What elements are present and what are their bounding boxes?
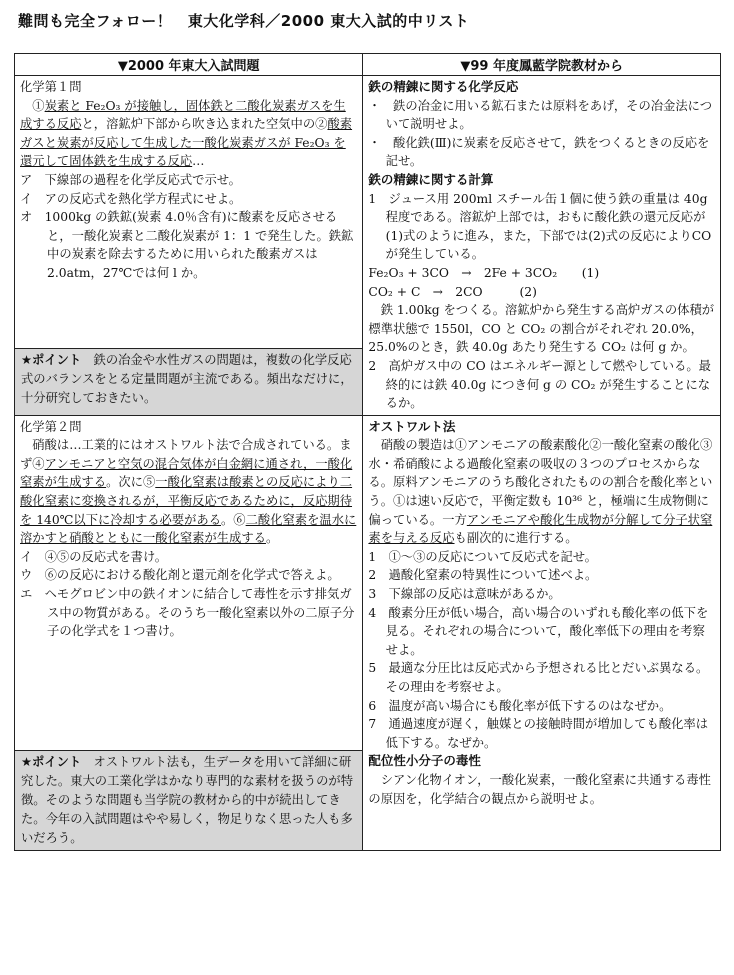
- q2-part-i: イ ④⑤の反応式を書け。: [20, 549, 168, 564]
- q1-text-2: …: [192, 154, 205, 169]
- q2-text-2: 。次に⑤: [106, 475, 156, 490]
- r2-heading-2: 配位性小分子の毒性: [368, 753, 481, 769]
- point-box-2: [15, 750, 363, 850]
- point-box-1: [15, 349, 363, 416]
- r1-bullet-2: ・ 酸化鉄(Ⅲ)に炭素を反応させて，鉄をつくるときの反応を記せ。: [368, 135, 710, 169]
- r2-item-7: 7 通過速度が遅く，触媒との接触時間が増加しても酸化率は低下する。なぜか。: [368, 717, 709, 750]
- r2-heading-1: オストワルト法: [368, 418, 456, 434]
- r2-item-5: 5 最適な分圧比は反応式から予想される比とだいぶ異なる。その理由を考察せよ。: [368, 661, 709, 694]
- q1-part-i: イ アの反応式を熱化学方程式にせよ。: [20, 191, 242, 206]
- r1-heading-2: 鉄の精錬に関する計算: [368, 171, 494, 187]
- r2-underline: アンモニアや酸化生成物が分解して分子状窒素を与える反応: [368, 512, 713, 546]
- q1-part-a: ア 下線部の過程を化学反応式で示せ。: [20, 172, 241, 187]
- r1-equation-1: Fe₂O₃ + 3CO → 2Fe + 3CO₂ (1): [368, 265, 600, 280]
- q2-underline-6: 二酸化窒素を温水に溶かすと硝酸とともに一酸化窒素が生成する: [20, 512, 357, 546]
- q2-passage: [20, 436, 357, 548]
- q1-heading: 化学第１問: [20, 80, 82, 94]
- q2-underline-5: 一酸化窒素は酸素との反応により二酸化窒素に変換されるが，平衡反応であるために，反応期待を 140℃以下に冷却する必要がある: [20, 475, 353, 527]
- q1-cell: [15, 76, 363, 349]
- r2-problem: シアン化物イオン，一酸化炭素，一酸化窒素に共通する毒性の原因を，化学結合の観点から説明せよ。: [368, 772, 711, 806]
- q2-cell: [15, 415, 363, 750]
- q2-text-3: 。⑥: [221, 512, 246, 527]
- point-2-label: ★ポイント: [21, 754, 82, 769]
- r2-text-1: 硝酸の製造は①アンモニアの酸素酸化②一酸化窒素の酸化③水・希硝酸による過酸化窒素の吸収の３つのプロセスからなる。原料アンモニアのうち酸化されたものの割合を酸化率という。①は速い反応で，平衡定数も 10³⁶ と，極端に生成物側に偏っている。一方: [368, 438, 713, 527]
- r1-cell: [363, 76, 721, 416]
- r2-item-3: 3 下線部の反応は意味があるか。: [368, 587, 561, 602]
- point-1-label: ★ポイント: [21, 353, 82, 367]
- header-right: ▼99 年度鳳藍学院教材から: [363, 54, 721, 76]
- q1-passage: [20, 97, 357, 171]
- r1-bullet-1: ・ 鉄の冶金に用いる鉱石または原料をあげ，その冶金法について説明せよ。: [368, 98, 712, 132]
- q1-marker-1: ①: [32, 98, 45, 113]
- r1-problem-2: 2 高炉ガス中の CO はエネルギー源として燃やしている。最終的には鉄 40.0g につき何 g の CO₂ が発生することになるか。: [368, 358, 711, 411]
- r1-equation-2: CO₂ + C → 2CO (2): [368, 284, 537, 299]
- r1-problem-1: 1 ジュース用 200ml スチール缶１個に使う鉄の重量は 40g 程度である。溶鉱炉上部では，おもに酸化鉄の還元反応が(1)式のように進み，また，下部では(2)式の反応によりCO が発生している。: [368, 191, 712, 262]
- r2-passage: [368, 436, 715, 548]
- point-1-text: 鉄の冶金や水性ガスの問題は，複数の化学反応式のバランスをとる定量問題が主流である。頻出なだけに，十分研究しておきたい。: [21, 353, 353, 405]
- header-left: ▼2000 年東大入試問題: [15, 54, 363, 76]
- r2-item-2: 2 過酸化窒素の特異性について述べよ。: [368, 568, 598, 583]
- q2-heading: 化学第２問: [20, 419, 82, 434]
- q1-underline-2: 酸素ガスと炭素が反応して生成した一酸化炭素ガスが Fe₂O₃ を還元して固体鉄を生成する反応: [20, 117, 353, 169]
- q2-underline-4: アンモニアと空気の混合気体が白金網に通され，一酸化窒素が生成する: [20, 456, 353, 490]
- q1-underline-1: 炭素と Fe₂O₃ が接触し，固体鉄と二酸化炭素ガスを生成する反応: [20, 98, 346, 132]
- q1-text-1: と，溶鉱炉下部から吹き込まれた空気中の②: [81, 117, 328, 132]
- q2-part-e: エ ヘモグロビン中の鉄イオンに結合して毒性を示す排気ガス中の物質がある。そのうち一酸化窒素以外の二原子分子の化学式を１つ書け。: [20, 587, 355, 639]
- q2-text-1: 硝酸は…工業的にはオストワルト法で合成されている。まず④: [20, 438, 352, 471]
- r2-item-6: 6 温度が高い場合にも酸化率が低下するのはなぜか。: [368, 698, 672, 713]
- page-title: 難問も完全フォロー！ 東大化学科／2000 東大入試的中リスト: [18, 12, 470, 30]
- r2-item-4: 4 酸素分圧が低い場合，高い場合のいずれも酸化率の低下を見る。それぞれの場合について，酸化率低下の理由を考察せよ。: [368, 605, 709, 657]
- r2-text-2: も副次的に進行する。: [454, 531, 578, 546]
- q1-part-o: オ 1000kg の鉄鉱(炭素 4.0％含有)に酸素を反応させると，一酸化炭素と二酸化炭素が 1：1 で発生した。鉄鉱中の炭素を除去するために用いられた酸素ガスは 2.0atm，27℃では何 l か。: [20, 210, 354, 280]
- r1-problem-1b: 鉄 1.00kg をつくる。溶鉱炉から発生する高炉ガスの体積が標準状態で 1550l，CO と CO₂ の割合がそれぞれ 20.0%，25.0%のとき，鉄 40.0g あたり発生する CO₂ は何 g か。: [368, 303, 715, 355]
- r2-item-1: 1 ①～③の反応について反応式を記せ。: [368, 549, 597, 564]
- q2-text-4: 。: [265, 531, 279, 546]
- q2-part-u: ウ ⑥の反応における酸化剤と還元剤を化学式で答えよ。: [20, 568, 340, 583]
- r1-heading-1: 鉄の精錬に関する化学反応: [368, 79, 519, 94]
- comparison-table: [14, 53, 721, 851]
- r2-cell: [363, 415, 721, 850]
- point-2-text: オストワルト法も，生データを用いて詳細に研究した。東大の工業化学はかなり専門的な素材を扱うのが特徴。そのような問題も当学院の教材から的中が続出してきた。今年の入試問題はやや易しく，物足りなく思った人も多いだろう。: [21, 754, 354, 845]
